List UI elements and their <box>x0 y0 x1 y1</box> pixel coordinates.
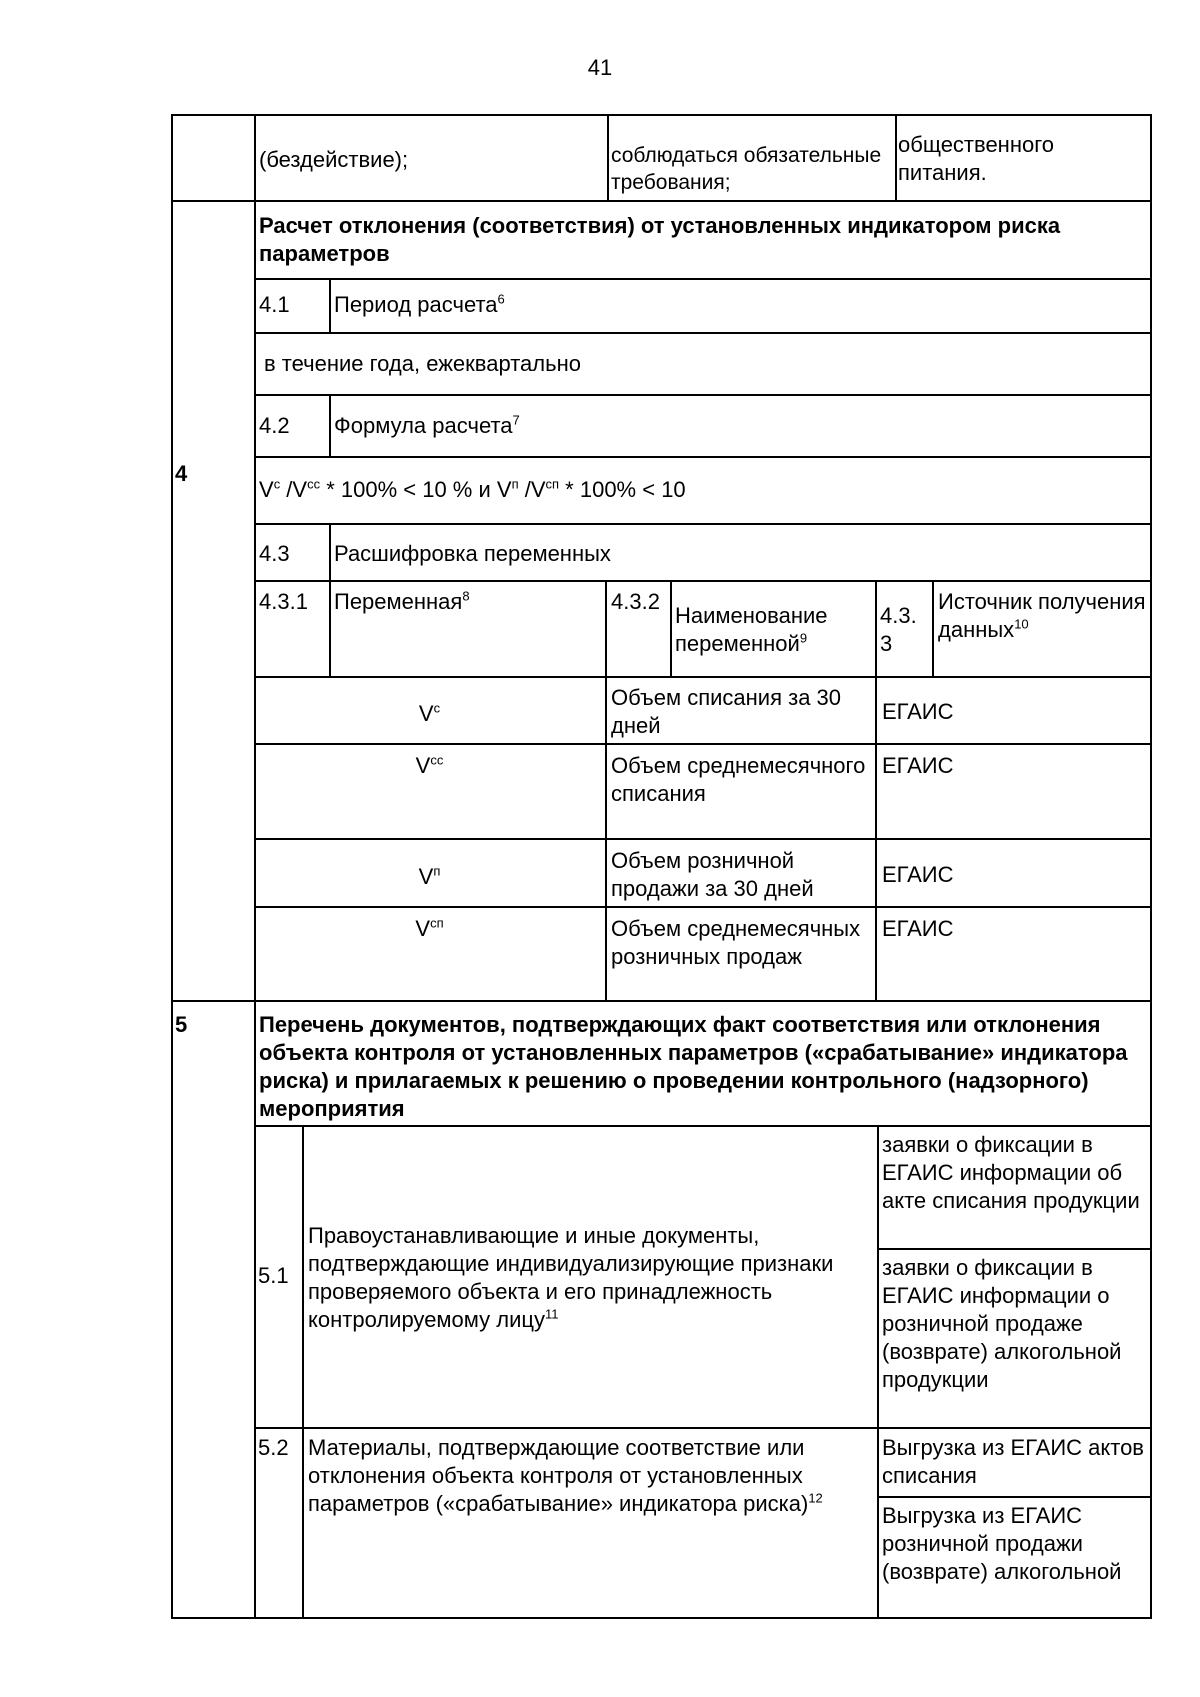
calculation-period: в течение года, ежеквартально <box>264 351 581 376</box>
variable-symbol: $V^п$ <box>418 863 441 889</box>
header-variable: Переменная$^8$ <box>334 588 470 614</box>
top-row-col2: (бездействие); <box>259 147 409 172</box>
footnote-ref: 11 <box>545 1306 559 1322</box>
calculation-formula: $V^с$ $/V^{сс} * 100\% < 10$ % и $V^п$ $/V^{сп} * 100\% < 10$ <box>259 476 686 502</box>
variable-source: ЕГАИС <box>882 753 954 778</box>
variable-name: Объем розничной продажи за 30 дней <box>611 848 814 901</box>
footnote-ref: 10 <box>1014 616 1029 632</box>
document-item: заявки о фиксации в ЕГАИС информации об акте списания продукции <box>882 1132 1140 1213</box>
variable-name: Объем среднемесячных розничных продаж <box>611 916 861 969</box>
row-4-2-number: 4.2 <box>259 413 290 438</box>
row-4-1-label: Период расчета$^6$ <box>334 291 505 317</box>
footnote-ref: 6 <box>497 291 505 307</box>
variable-name: Объем списания за 30 дней <box>611 685 842 738</box>
footnote-ref: 8 <box>462 588 470 604</box>
section-4-number: 4 <box>175 461 188 486</box>
header-4-3-2-number: 4.3.2 <box>611 589 660 614</box>
row-5-2-text: Материалы, подтверждающие соответствие или отклонения объекта контроля от установленных параметров («срабатывание» индикатора риска)$^{12}$ <box>308 1435 823 1516</box>
variable-source: ЕГАИС <box>882 862 954 887</box>
header-4-3-1-number: 4.3.1 <box>259 589 308 614</box>
variable-symbol: $V^{сп}$ <box>415 915 444 941</box>
row-4-2-label: Формула расчета$^7$ <box>334 412 520 438</box>
section-4-title: Расчет отклонения (соответствия) от установленных индикатором риска параметров <box>259 213 1061 266</box>
variable-name: Объем среднемесячного списания <box>611 753 866 806</box>
variable-symbol: $V^{сс}$ <box>415 752 444 778</box>
footnote-ref: 9 <box>799 630 808 646</box>
row-4-1-number: 4.1 <box>259 292 290 317</box>
page-number: 41 <box>587 55 613 80</box>
section-5-number: 5 <box>175 1012 188 1037</box>
footnote-ref: 7 <box>512 412 520 428</box>
header-data-source: Источник получения данных$^{10}$ <box>938 589 1146 642</box>
document-item: заявки о фиксации в ЕГАИС информации о розничной продаже (возврате) алкогольной продукции <box>882 1255 1122 1392</box>
row-4-3-number: 4.3 <box>259 541 290 566</box>
variable-source: ЕГАИС <box>882 699 954 724</box>
variable-source: ЕГАИС <box>882 916 954 941</box>
document-item: Выгрузка из ЕГАИС актов списания <box>882 1435 1144 1488</box>
row-4-3-label: Расшифровка переменных <box>334 541 611 566</box>
top-row-col4: общественного питания. <box>898 132 1054 185</box>
header-variable-name: Наименование переменной$^9$ <box>675 603 828 656</box>
row-5-1-number: 5.1 <box>258 1263 289 1288</box>
row-5-1-text: Правоустанавливающие и иные документы, подтверждающие индивидуализирующие признаки проверяемого объекта и его принадлежность контролируемому лицу$^{11}$ <box>308 1223 834 1332</box>
section-5-title: Перечень документов, подтверждающих факт соответствия или отклонения объекта контроля от установленных параметров («срабатывание» индикатора риска) и прилагаемых к решению о проведении контрольного (надзорного) мероприятия <box>259 1012 1128 1121</box>
row-5-2-number: 5.2 <box>258 1435 289 1460</box>
document-item: Выгрузка из ЕГАИС розничной продажи (возврате) алкогольной <box>882 1503 1122 1584</box>
footnote-ref: 12 <box>808 1490 823 1506</box>
header-4-3-3-number: 4.3.3 <box>880 603 917 656</box>
top-row-col3: соблюдаться обязательные требования; <box>611 144 882 194</box>
variable-symbol: $V^с$ <box>418 700 441 726</box>
